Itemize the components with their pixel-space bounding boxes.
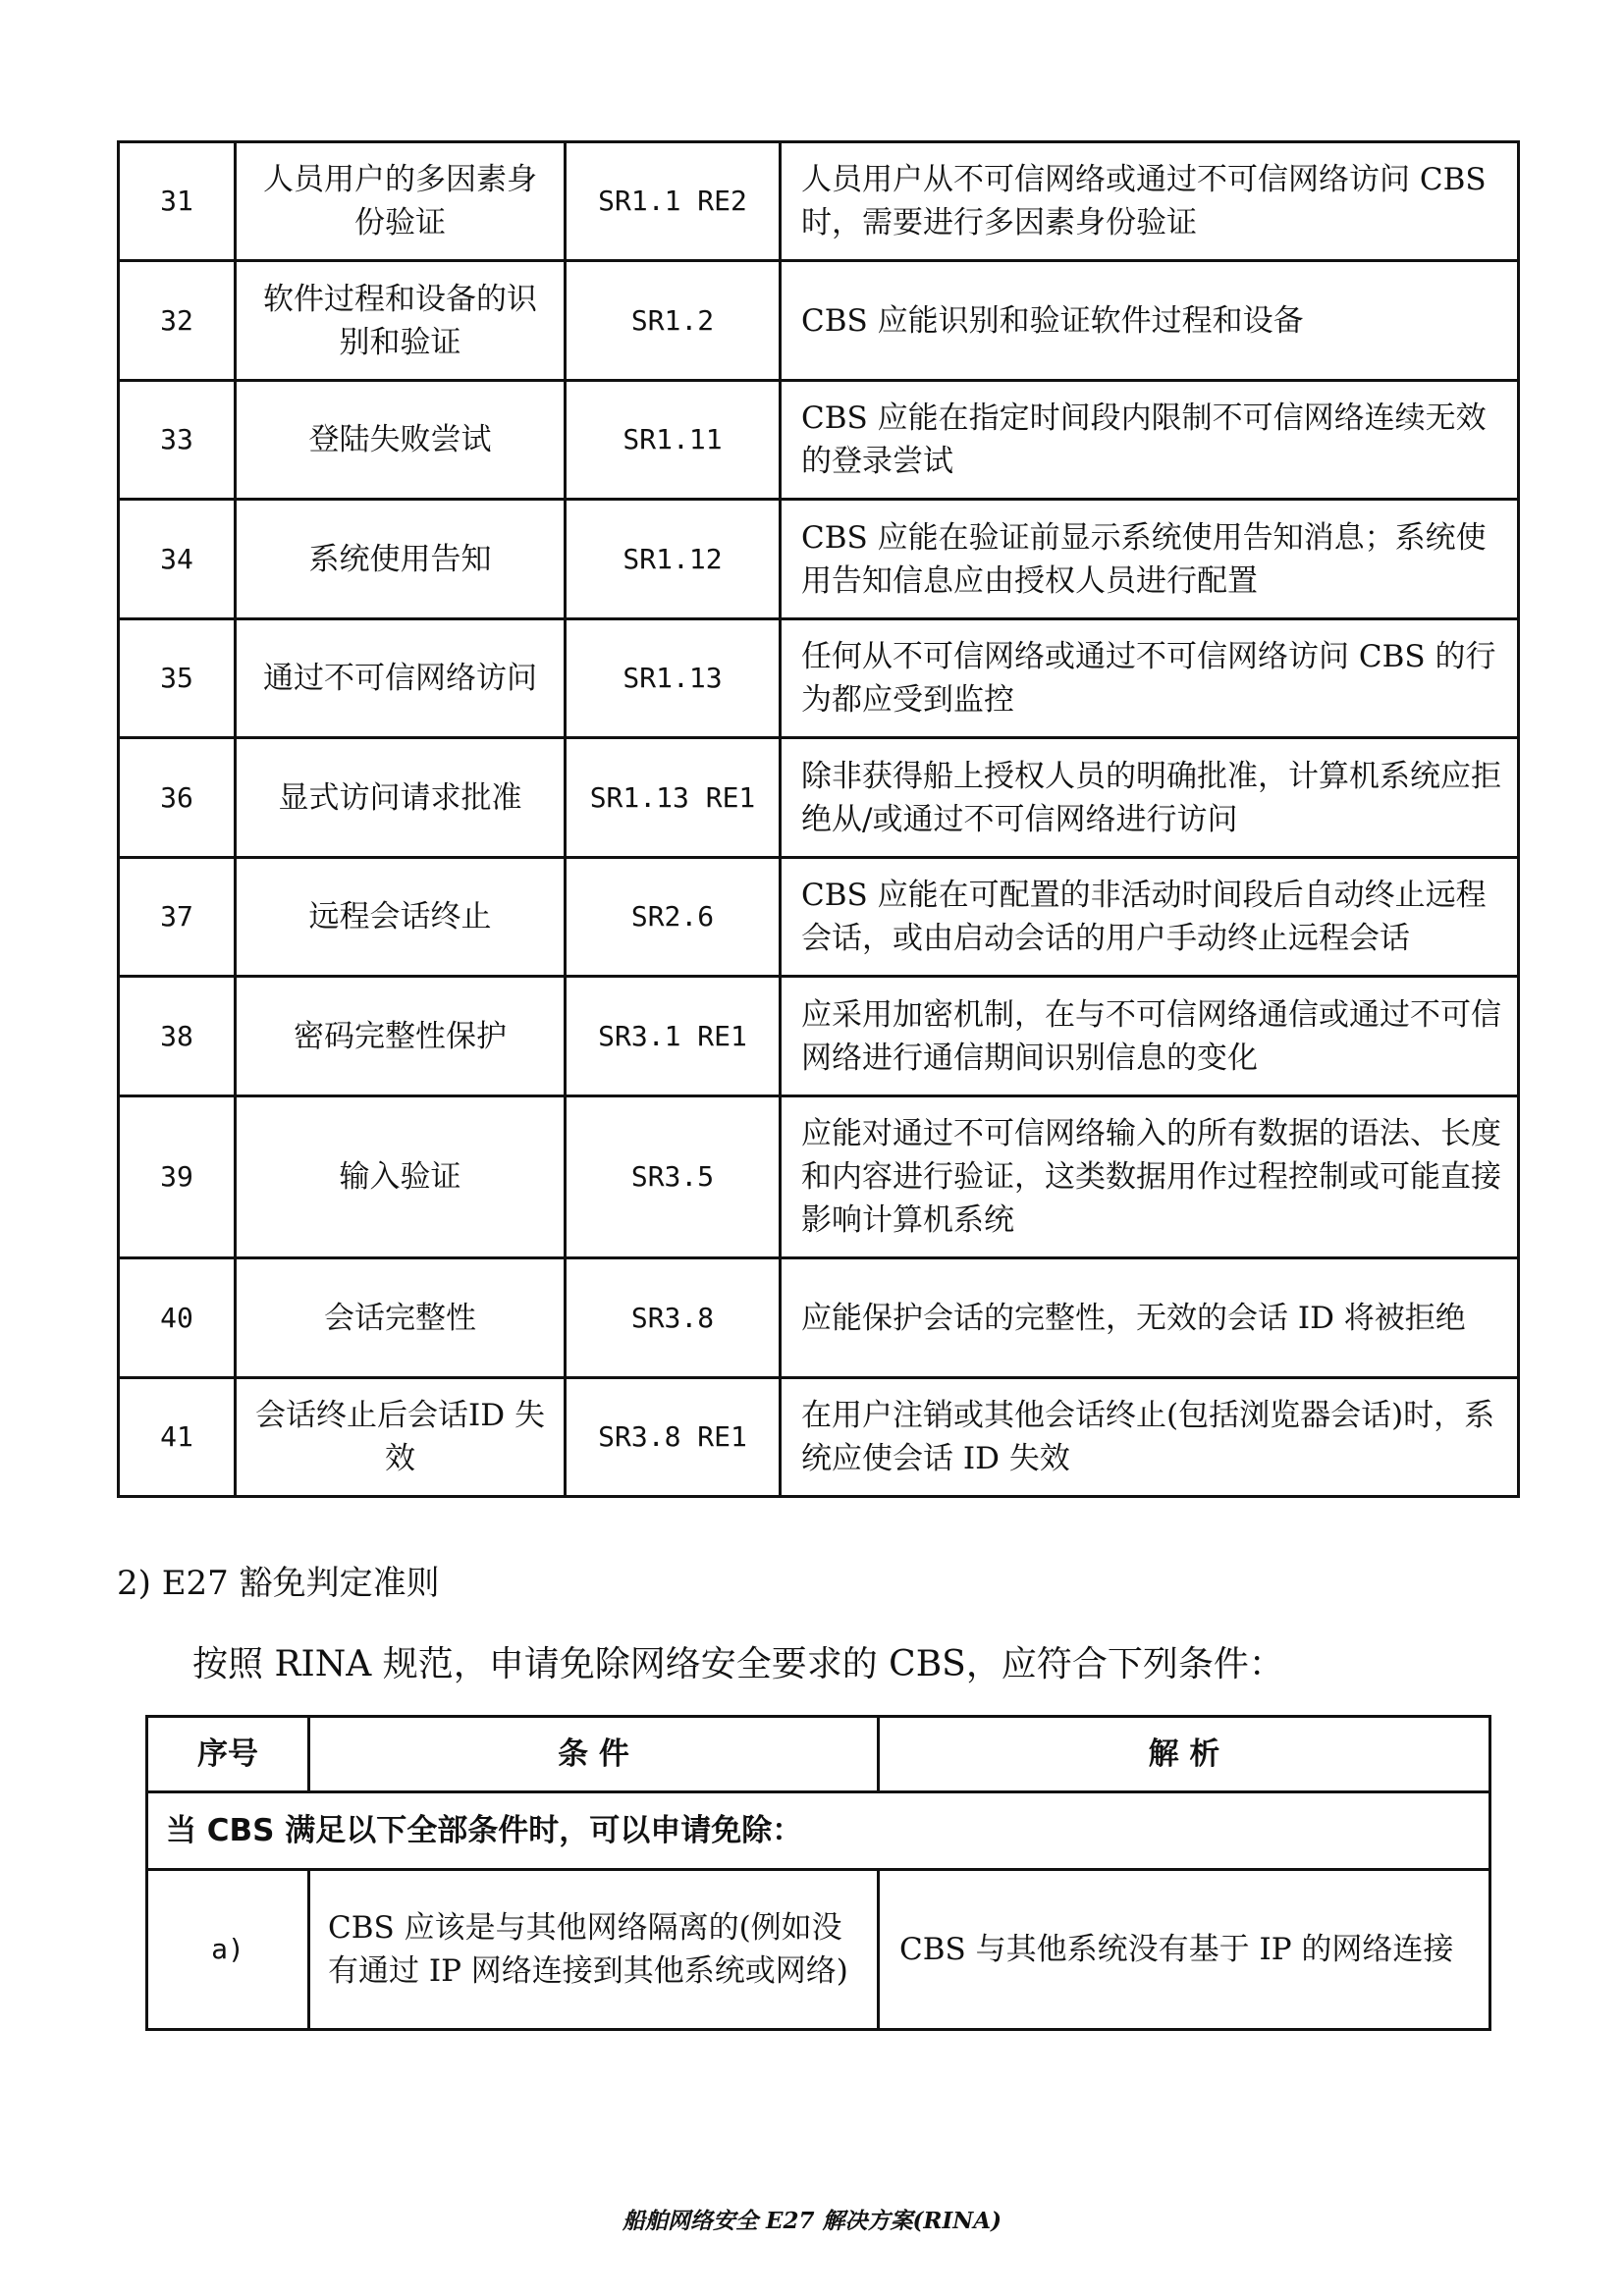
exemption-no: a) <box>147 1870 309 2030</box>
requirement-ref: SR1.12 <box>566 500 781 619</box>
requirement-no: 32 <box>119 261 236 381</box>
requirement-desc: 应采用加密机制，在与不可信网络通信或通过不可信网络进行通信期间识别信息的变化 <box>781 977 1519 1096</box>
header-condition: 条 件 <box>309 1717 879 1792</box>
requirement-name: 密码完整性保护 <box>236 977 566 1096</box>
requirement-row <box>119 142 1519 261</box>
requirement-row <box>119 619 1519 738</box>
requirement-no: 33 <box>119 381 236 500</box>
requirement-row <box>119 738 1519 858</box>
requirement-desc: 应能保护会话的完整性，无效的会话 ID 将被拒绝 <box>781 1258 1519 1378</box>
requirement-ref: SR3.5 <box>566 1096 781 1258</box>
requirement-desc: 人员用户从不可信网络或通过不可信网络访问 CBS 时，需要进行多因素身份验证 <box>781 142 1519 261</box>
requirement-desc: CBS 应能识别和验证软件过程和设备 <box>781 261 1519 381</box>
requirement-no: 38 <box>119 977 236 1096</box>
exemption-condition: CBS 应该是与其他网络隔离的(例如没有通过 IP 网络连接到其他系统或网络) <box>309 1870 879 2030</box>
requirement-row <box>119 977 1519 1096</box>
requirement-no: 36 <box>119 738 236 858</box>
requirement-ref: SR1.1 RE2 <box>566 142 781 261</box>
requirement-name: 会话完整性 <box>236 1258 566 1378</box>
requirement-no: 34 <box>119 500 236 619</box>
requirement-no: 41 <box>119 1378 236 1497</box>
exemption-span-row <box>147 1792 1490 1870</box>
exemption-row <box>147 1870 1490 2030</box>
requirement-ref: SR1.13 <box>566 619 781 738</box>
intro-paragraph: 按照 RINA 规范，申请免除网络安全要求的 CBS，应符合下列条件： <box>192 1644 1284 1684</box>
requirement-name: 系统使用告知 <box>236 500 566 619</box>
requirement-no: 35 <box>119 619 236 738</box>
requirement-desc: CBS 应能在指定时间段内限制不可信网络连续无效的登录尝试 <box>781 381 1519 500</box>
requirement-row <box>119 1258 1519 1378</box>
requirement-name: 登陆失败尝试 <box>236 381 566 500</box>
requirement-name: 通过不可信网络访问 <box>236 619 566 738</box>
requirement-desc: 任何从不可信网络或通过不可信网络访问 CBS 的行为都应受到监控 <box>781 619 1519 738</box>
page-footer: 船舶网络安全 E27 解决方案(RINA) <box>622 2208 1002 2234</box>
section-heading: 2) E27 豁免判定准则 <box>117 1564 440 1603</box>
requirement-desc: CBS 应能在可配置的非活动时间段后自动终止远程会话，或由启动会话的用户手动终止远程会话 <box>781 858 1519 977</box>
requirement-name: 会话终止后会话ID 失效 <box>236 1378 566 1497</box>
requirement-name: 显式访问请求批准 <box>236 738 566 858</box>
requirement-row <box>119 1096 1519 1258</box>
requirement-row <box>119 1378 1519 1497</box>
header-no: 序号 <box>147 1717 309 1792</box>
requirement-no: 40 <box>119 1258 236 1378</box>
requirement-desc: CBS 应能在验证前显示系统使用告知消息；系统使用告知信息应由授权人员进行配置 <box>781 500 1519 619</box>
requirement-ref: SR2.6 <box>566 858 781 977</box>
requirement-ref: SR3.8 <box>566 1258 781 1378</box>
requirement-name: 输入验证 <box>236 1096 566 1258</box>
requirement-desc: 在用户注销或其他会话终止(包括浏览器会话)时，系统应使会话 ID 失效 <box>781 1378 1519 1497</box>
requirement-no: 31 <box>119 142 236 261</box>
requirement-ref: SR3.8 RE1 <box>566 1378 781 1497</box>
exemption-table <box>145 1715 1491 2031</box>
requirement-no: 39 <box>119 1096 236 1258</box>
requirement-desc: 应能对通过不可信网络输入的所有数据的语法、长度和内容进行验证，这类数据用作过程控制或可能直接影响计算机系统 <box>781 1096 1519 1258</box>
requirements-table <box>117 140 1520 1498</box>
requirements-table-body <box>119 142 1519 1497</box>
requirement-ref: SR1.2 <box>566 261 781 381</box>
requirement-ref: SR3.1 RE1 <box>566 977 781 1096</box>
requirement-name: 软件过程和设备的识别和验证 <box>236 261 566 381</box>
exemption-analysis: CBS 与其他系统没有基于 IP 的网络连接 <box>879 1870 1490 2030</box>
exemption-span-cell: 当 CBS 满足以下全部条件时，可以申请免除： <box>147 1792 1490 1870</box>
requirement-name: 远程会话终止 <box>236 858 566 977</box>
requirement-no: 37 <box>119 858 236 977</box>
header-analysis: 解 析 <box>879 1717 1490 1792</box>
requirement-row <box>119 500 1519 619</box>
requirement-row <box>119 858 1519 977</box>
requirement-name: 人员用户的多因素身份验证 <box>236 142 566 261</box>
exemption-header-row <box>147 1717 1490 1792</box>
requirement-ref: SR1.13 RE1 <box>566 738 781 858</box>
requirement-row <box>119 261 1519 381</box>
requirement-ref: SR1.11 <box>566 381 781 500</box>
requirement-desc: 除非获得船上授权人员的明确批准，计算机系统应拒绝从/或通过不可信网络进行访问 <box>781 738 1519 858</box>
requirement-row <box>119 381 1519 500</box>
